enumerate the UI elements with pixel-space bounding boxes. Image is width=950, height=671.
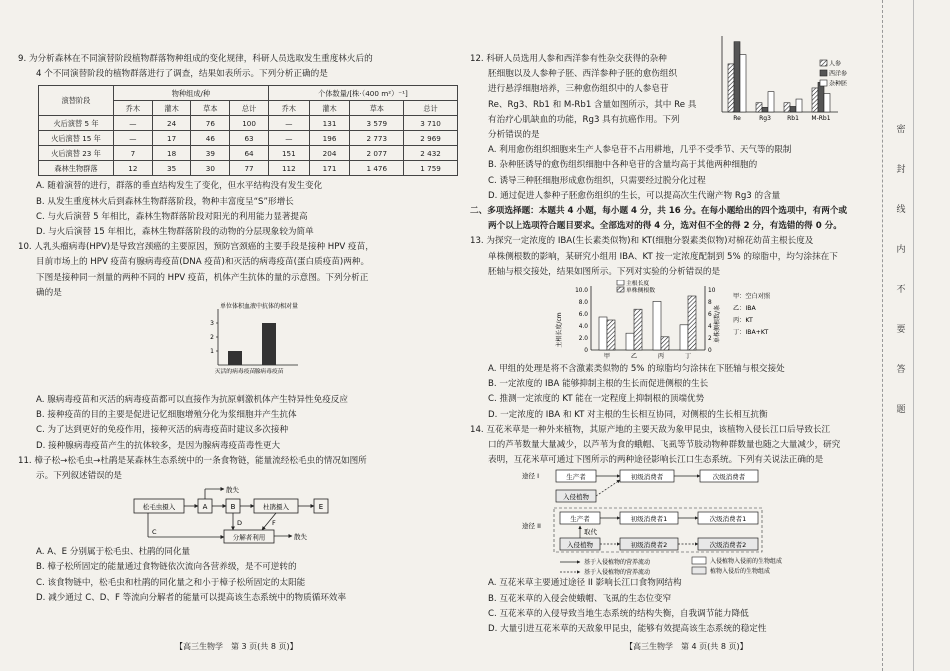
sec2-line: 两个以上选项符合题目要求。全部选对的得 4 分，选对但不全的得 2 分，有选错的得 0 分。 (488, 221, 842, 232)
q14-path1-label: 途径 I (522, 472, 539, 481)
q13-group-note: 丙：KT (733, 317, 753, 325)
q13-category-label: 丙 (657, 353, 665, 361)
table-cell: 171 (309, 161, 350, 176)
left-page (18, 0, 463, 606)
q11-sanshi-1: 散失 (226, 486, 239, 495)
q14-options (470, 576, 872, 637)
table-cell: 1 476 (350, 161, 404, 176)
q13-bar (653, 301, 661, 350)
table-cell: 76 (191, 116, 230, 131)
q12-category-label: M-Rb1 (811, 115, 831, 122)
q14-p1-producer: 生产者 (566, 473, 586, 482)
q13-tick2-label: 0 (708, 348, 712, 355)
q13-options (470, 362, 872, 423)
table-cell: 112 (268, 161, 309, 176)
q10stem-line: 下图是接种同一剂量的两种不同的 HPV 疫苗，机体产生抗体的量的示意图。下列分析正 (36, 272, 369, 283)
table-subheader-cell: 灌木 (152, 101, 191, 116)
option-B: B. 一定浓度的 IBA 能够抑制主根的生长而促进侧根的生长 (488, 379, 709, 390)
q12stem-line: 12. 科研人员选用人参和西洋参有性杂交获得的杂种 (470, 54, 667, 64)
binding-char: 不 (896, 285, 906, 295)
q12-legend-swatch (820, 70, 827, 76)
option-C: C. 与火后演替 5 年相比，森林生物群落阶段对阳光的利用能力显著提高 (36, 211, 308, 222)
q12-bar (768, 92, 774, 112)
option-D: D. 接种腺病毒疫苗产生的抗体较多，是因为腺病毒疫苗毒性更大 (36, 440, 281, 451)
table-subheader-cell: 总计 (230, 101, 269, 116)
table-body (39, 116, 458, 176)
q12-category-label: Rb1 (787, 115, 799, 122)
table-cell: — (268, 116, 309, 131)
page-edge-line (913, 0, 914, 671)
q13-tick-label: 0 (584, 348, 588, 355)
q13-bar (626, 333, 634, 350)
q11-box-songmaochong: 松毛虫摄入 (142, 503, 176, 512)
q12-bar (734, 42, 740, 112)
q10-bar (228, 351, 242, 365)
q12-bar (790, 106, 796, 112)
table-cell: 18 (152, 146, 191, 161)
option-A: A. 腺病毒疫苗和灭活的病毒疫苗都可以直接作为抗原刺激机体产生特异性免疫反应 (36, 395, 348, 406)
table-cell: 100 (230, 116, 269, 131)
q10-stem (18, 240, 463, 301)
option-B: B. 接种疫苗的目的主要是促进记忆细胞增殖分化为浆细胞并产生抗体 (36, 410, 297, 421)
q13-bar (680, 325, 688, 350)
table-cell: 39 (191, 146, 230, 161)
q14stem-line: 表明，互花米草可通过下图所示的两种途径影响长江口生态系统。下列有关说法正确的是 (488, 455, 824, 466)
q14-replace-label: 取代 (584, 528, 597, 537)
q12-legend-swatch (820, 60, 827, 66)
q10-tick-label: 3 (210, 320, 214, 328)
q14-p1-invasive: 入侵植物 (563, 493, 589, 502)
table-row (39, 146, 458, 161)
q10-tick-label: 1 (210, 348, 214, 356)
option-A: A. 甲组的处理是将不含激素类似物的 5% 的琼脂均匀涂抹在下胚轴与根交接处 (488, 364, 785, 375)
q12-bar-chart (708, 30, 858, 130)
table-cell: 196 (309, 131, 350, 146)
q14-legend-2: 基于入侵植物的营养流动 (584, 569, 651, 577)
table-cell: 77 (230, 161, 269, 176)
q10stem-line: 确的是 (36, 287, 62, 298)
q14-p2-consumer1b: 初级消费者2 (630, 541, 668, 550)
q14-p2-producer: 生产者 (570, 515, 590, 524)
q9-stem-line2: 4 个不同演替阶段的植物群落进行了调查，结果如表所示。下列分析正确的是 (36, 69, 328, 80)
q14stem-line: 14. 互花米草是一种外来植物，其原产地的主要天敌为象甲昆虫，该植物入侵长江口后导致长江 (470, 424, 831, 435)
option-B: B. 从发生重度林火后到森林生物群落阶段，物种丰富度呈“S”形增长 (36, 196, 294, 207)
table-row (39, 131, 458, 146)
binding-char: 要 (896, 325, 906, 335)
table-cell: 204 (309, 146, 350, 161)
q10-category-label: 腺病毒疫苗 (254, 369, 284, 376)
table-cell: 131 (309, 116, 350, 131)
table-subheader-cell: 乔木 (114, 101, 153, 116)
table-cell: 151 (268, 146, 309, 161)
table-header-stage: 演替阶段 (39, 86, 114, 116)
q13-bar (634, 309, 642, 350)
table-stage-cell: 森林生物群落 (39, 161, 114, 176)
table-cell: 3 710 (404, 116, 458, 131)
q14-p2-invasive: 入侵植物 (567, 541, 593, 550)
table-cell: 2 077 (350, 146, 404, 161)
q10-bar (262, 323, 276, 365)
q11-box-dujuan: 杜鹃摄入 (263, 503, 289, 512)
q10stem-line: 目前市场上的 HPV 疫苗有腺病毒疫苗(DNA 疫苗)和灭活的病毒疫苗(蛋白质疫苗)两种。 (36, 257, 370, 268)
option-A: A. 随着演替的进行，群落的垂直结构发生了变化，但水平结构没有发生变化 (36, 181, 323, 192)
q14-p1-consumer2: 次级消费者 (712, 473, 746, 482)
option-C: C. 为了达到更好的免疫作用，接种灭活的病毒疫苗时建议多次接种 (36, 425, 289, 436)
q13-legend-label: 单株侧根数 (626, 288, 655, 295)
q12-options (470, 143, 872, 204)
q13-tick2-label: 8 (708, 300, 712, 307)
table-cell: 35 (152, 161, 191, 176)
q12-bar (818, 82, 824, 112)
q13-tick-label: 6.0 (578, 312, 588, 319)
binding-warning (894, 110, 908, 430)
q13-bar (688, 296, 696, 350)
q11-sanshi-2: 散失 (294, 533, 307, 542)
q12-bar (824, 94, 830, 113)
table-cell: 7 (114, 146, 153, 161)
q14-legend-3: 入侵植物入侵前的生物组成 (710, 558, 783, 566)
q12-bar (756, 103, 762, 112)
q12-bar (762, 107, 768, 112)
option-B: B. 互花米草的入侵会使蛾帽、飞虱的生态位变窄 (488, 593, 672, 604)
q14stem-line: 口的芦苇数量大量减少，以芦苇为食的蛾帽、飞虱等节肢动物种群数量也随之大量减少，研究 (488, 440, 841, 451)
q11-options (18, 545, 463, 606)
q13-tick2-label: 2 (708, 336, 712, 343)
q14-p2-consumer2: 次级消费者1 (709, 515, 747, 524)
q13stem-line: 单株侧根数的影响，某研究小组用 IBA、KT 按一定浓度配制到 5% 的琼脂中，均匀涂抹在下 (488, 251, 838, 262)
q13stem-line: 胚轴与根交接处，结果如图所示。下列对实验的分析错误的是 (488, 266, 721, 277)
q13-legend-swatch (617, 280, 624, 285)
q10-bar-chart (178, 301, 318, 393)
table-cell: 63 (230, 131, 269, 146)
binding-char: 封 (896, 165, 906, 175)
option-B: B. 杂种胚诱导的愈伤组织细胞中各种皂苷的含量均高于其他两种细胞的 (488, 160, 758, 171)
q13-tick-label: 10.0 (575, 288, 588, 295)
table-stage-cell: 火后演替 5 年 (39, 116, 114, 131)
table-cell: — (268, 131, 309, 146)
q14-p1-consumer1: 初级消费者 (630, 473, 664, 482)
sec2-line: 二、多项选择题：本题共 4 小题，每小题 4 分，共 16 分。在每小题给出的四个选项中，有两个或 (470, 206, 848, 217)
table-cell: 2 773 (350, 131, 404, 146)
q13-bar-chart (555, 280, 815, 362)
section-2-header (470, 204, 872, 234)
option-C: C. 互花米草的入侵导致当地生态系统的结构失衡，自我调节能力降低 (488, 608, 749, 619)
q11-stem (18, 454, 463, 484)
q14-path2-label: 途径 II (522, 522, 541, 531)
table-row (39, 116, 458, 131)
q12stem-line: Re、Rg3、Rb1 和 M-Rb1 含量如图所示，其中 Re 具 (488, 99, 697, 110)
q11-box-e: E (318, 503, 324, 512)
table-cell: 2 432 (404, 146, 458, 161)
table-header-species: 物种组成/种 (114, 86, 269, 101)
binding-line (882, 0, 883, 671)
q12stem-line: 胚细胞以及人参种子胚、西洋参种子胚的愈伤组织 (488, 69, 678, 80)
q10-category-label: 灭活的病毒疫苗 (214, 369, 256, 376)
table-header-count: 个体数量/[株·（400 m²）⁻¹] (268, 86, 457, 101)
option-C: C. 该食物链中，松毛虫和杜鹃的同化量之和小于樟子松所固定的太阳能 (36, 577, 306, 588)
option-D: D. 一定浓度的 IBA 和 KT 对主根的生长相互协同，对侧根的生长相互抗衡 (488, 409, 768, 420)
table-cell: 1 759 (404, 161, 458, 176)
table-subheader-cell: 灌木 (309, 101, 350, 116)
q11stem-line: 11. 樟子松→松毛虫→杜鹃是某森林生态系统中的一条食物链，能量流经松毛虫的情况如图所 (18, 455, 367, 466)
q13-group-note: 乙：IBA (733, 305, 756, 313)
q11-box-a: A (202, 503, 208, 512)
table-cell: 17 (152, 131, 191, 146)
binding-char: 密 (896, 125, 906, 135)
q11-label-c: C (152, 528, 157, 537)
left-footer: 【高三生物学 第 3 页(共 8 页)】 (175, 642, 298, 651)
table-stage-cell: 火后演替 23 年 (39, 146, 114, 161)
table-cell: 64 (230, 146, 269, 161)
table-subheader-cell: 草本 (191, 101, 230, 116)
q13-category-label: 甲 (603, 353, 611, 361)
q12stem-line: 进行悬浮细胞培养，三种愈伤组织中的人参皂苷 (488, 84, 669, 95)
option-D: D. 与火后演替 15 年相比，森林生物群落阶段的动物的分层现象较为简单 (36, 227, 314, 238)
q12-bar (796, 99, 802, 112)
q12-bar (784, 103, 790, 112)
q13-legend-swatch (617, 287, 624, 292)
q12-legend-label: 西洋参 (829, 70, 848, 78)
q12-legend-swatch (820, 80, 827, 86)
q12-category-label: Re (733, 115, 741, 122)
table-cell: — (114, 116, 153, 131)
q11-energy-flow-diagram (126, 485, 426, 545)
q13-legend-label: 主根长度 (626, 281, 650, 288)
q12-legend-label: 人参 (829, 60, 842, 68)
binding-char: 线 (896, 205, 906, 215)
table-subheader-cell: 乔木 (268, 101, 309, 116)
q11stem-line: 示。下列叙述错误的是 (36, 471, 122, 482)
q13-tick2-label: 10 (708, 288, 716, 295)
option-A: A. 利用愈伤组织细胞来生产人参皂苷不占用耕地，几乎不受季节、天气等的限制 (488, 145, 792, 156)
option-D: D. 通过促进人参种子胚愈伤组织的生长，可以提高次生代谢产物 Rg3 的含量 (488, 190, 781, 201)
option-D: D. 减少通过 C、D、F 等流向分解者的能量可以提高该生态系统中的物质循环效率 (36, 592, 347, 603)
q12-category-label: Rg3 (759, 115, 771, 122)
q9-stem-line1: 9. 为分析森林在不同演替阶段植物群落物种组成的变化规律，科研人员选取发生重度林火后的 (18, 54, 373, 64)
q13-y2-label: 单株侧根数/条 (714, 305, 721, 344)
binding-char: 题 (896, 405, 906, 415)
q12stem-line: 有治疗心肌缺血的功能，Rg3 具有抗癌作用。下列 (488, 114, 680, 125)
table-cell: 3 579 (350, 116, 404, 131)
option-A: A. A、E 分别属于松毛虫、杜鹃的同化量 (36, 547, 191, 558)
q10stem-line: 10. 人乳头瘤病毒(HPV)是导致宫颈癌的主要原因，预防宫颈癌的主要手段是接种 HPV 疫苗， (18, 242, 374, 253)
q11-label-f: F (272, 519, 276, 528)
q13stem-line: 13. 为探究一定浓度的 IBA(生长素类似物)和 KT(细胞分裂素类似物)对棉花幼苗主根长度及 (470, 236, 814, 247)
q12-legend-label: 杂种胚 (829, 80, 848, 88)
q10-tick-label: 2 (210, 334, 214, 342)
q14-legend-1: 基于入侵植物的营养流动 (584, 559, 651, 567)
q13-tick-label: 2.0 (578, 336, 588, 343)
table-stage-cell: 火后演替 15 年 (39, 131, 114, 146)
option-B: B. 樟子松所固定的能量通过食物链依次流向各营养级，是不可逆转的 (36, 562, 297, 573)
q9-options (18, 179, 463, 240)
option-C: C. 推测一定浓度的 KT 能在一定程度上抑制根的顶端优势 (488, 394, 705, 405)
q14-pathway-diagram (520, 468, 880, 576)
option-A: A. 互花米草主要通过途径 II 影响长江口食物网结构 (488, 578, 682, 589)
table-cell: — (114, 131, 153, 146)
q13-category-label: 乙 (630, 353, 638, 361)
table-cell: 2 969 (404, 131, 458, 146)
table-subheader-cell: 总计 (404, 101, 458, 116)
q12-bar (728, 64, 734, 112)
q13-group-note: 甲：空白对照 (733, 293, 771, 301)
q13-bar (607, 320, 615, 350)
table-cell: 46 (191, 131, 230, 146)
q14-p2-consumer2b: 次级消费者2 (709, 541, 747, 550)
right-footer: 【高三生物学 第 4 页(共 8 页)】 (625, 642, 748, 651)
q13-tick-label: 4.0 (578, 324, 588, 331)
q13-y-label: 主根长度/cm (556, 312, 563, 348)
q12-bar (740, 55, 746, 112)
q11-label-d: D (237, 519, 243, 528)
q11-box-decomposer: 分解者利用 (232, 533, 266, 542)
q13-tick2-label: 6 (708, 312, 712, 319)
q10-y-label: 单位体积血液中抗体的相对量 (220, 303, 299, 311)
q12stem-line: 分析错误的是 (488, 130, 540, 141)
binding-char: 答 (896, 365, 906, 375)
q9-table (38, 85, 458, 176)
table-cell: 12 (114, 161, 153, 176)
q13-tick-label: 8.0 (578, 300, 588, 307)
q13-group-note: 丁：IBA+KT (733, 329, 769, 337)
option-C: C. 诱导三种胚细胞形成愈伤组织，只需要经过脱分化过程 (488, 175, 706, 186)
option-D: D. 大量引进互花米草的天敌象甲昆虫，能够有效提高该生态系统的稳定性 (488, 624, 767, 635)
q11-box-b: B (230, 503, 236, 512)
q12-bar (812, 88, 818, 112)
q14-legend-4: 植物入侵后的生物组成 (710, 568, 771, 576)
q14-stem (470, 423, 872, 469)
q13-bar (599, 317, 607, 350)
table-cell: 30 (191, 161, 230, 176)
binding-char: 内 (896, 245, 906, 255)
table-subheader-cell: 草本 (350, 101, 404, 116)
right-page (470, 0, 872, 637)
q14-p2-consumer1: 初级消费者1 (630, 515, 668, 524)
q13-bar (661, 337, 669, 350)
q13-stem (470, 234, 872, 280)
table-cell: 24 (152, 116, 191, 131)
table-row (39, 161, 458, 176)
q13-category-label: 丁 (684, 353, 692, 361)
q13-tick2-label: 4 (708, 324, 712, 331)
q10-options (18, 393, 463, 454)
